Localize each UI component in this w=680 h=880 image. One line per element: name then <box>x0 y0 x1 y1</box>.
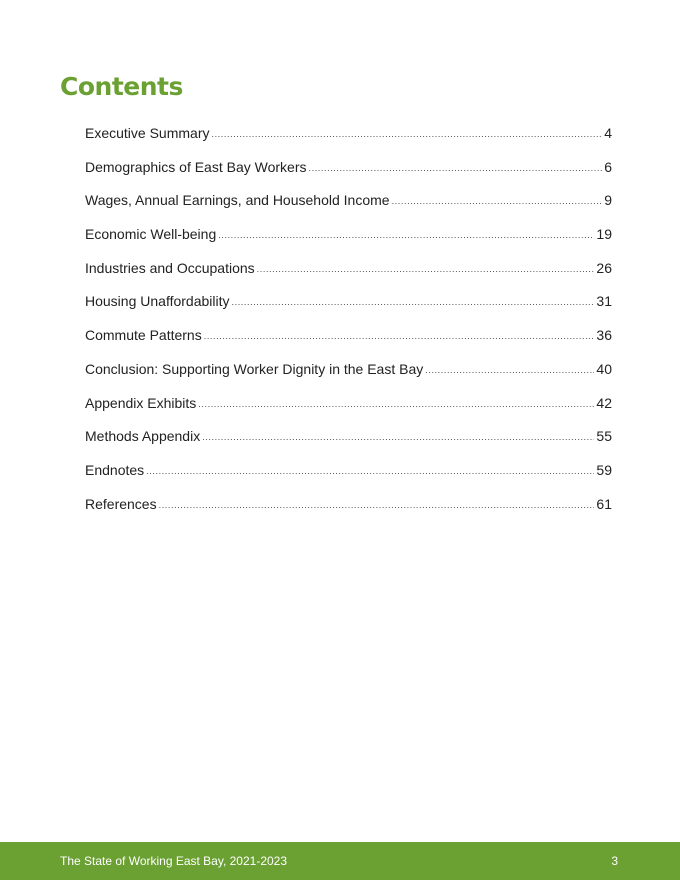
toc-entry[interactable] <box>85 293 612 327</box>
toc-entry-page: 19 <box>596 226 612 243</box>
toc-dot-leader <box>218 230 594 240</box>
toc-dot-leader <box>146 466 594 476</box>
toc-dot-leader <box>202 432 594 442</box>
toc-entry[interactable] <box>85 496 612 530</box>
toc-entry-label: Industries and Occupations <box>85 259 255 276</box>
toc-entry-page: 55 <box>596 428 612 445</box>
toc-entry-label: Executive Summary <box>85 125 210 141</box>
toc-entry-label: Methods Appendix <box>85 428 201 445</box>
toc-dot-leader <box>232 297 595 307</box>
toc-entry-page: 4 <box>604 125 612 141</box>
table-of-contents <box>85 125 612 529</box>
toc-entry[interactable] <box>85 462 612 496</box>
toc-entry[interactable] <box>85 260 612 294</box>
toc-entry-page: 61 <box>596 495 612 512</box>
toc-entry-page: 40 <box>596 360 612 377</box>
toc-dot-leader <box>204 331 595 341</box>
toc-dot-leader <box>198 399 594 409</box>
page-title: Contents <box>60 72 183 101</box>
toc-entry-page: 9 <box>604 192 612 209</box>
toc-entry-page: 42 <box>596 394 612 411</box>
toc-entry-label: Economic Well-being <box>85 226 217 243</box>
toc-entry[interactable] <box>85 428 612 462</box>
footer-document-title: The State of Working East Bay, 2021-2023 <box>60 854 288 868</box>
toc-entry[interactable] <box>85 395 612 429</box>
page-footer <box>0 842 680 880</box>
toc-entry-label: Demographics of East Bay Workers <box>85 158 307 175</box>
toc-entry[interactable] <box>85 125 612 159</box>
toc-entry-label: References <box>85 495 157 512</box>
toc-dot-leader <box>309 163 603 173</box>
toc-entry[interactable] <box>85 226 612 260</box>
toc-dot-leader <box>425 365 594 375</box>
toc-entry[interactable] <box>85 361 612 395</box>
toc-entry-page: 31 <box>596 293 612 310</box>
toc-entry-label: Conclusion: Supporting Worker Dignity in the East Bay <box>85 360 424 377</box>
toc-dot-leader <box>392 196 603 206</box>
toc-entry-page: 26 <box>596 259 612 276</box>
toc-entry-page: 6 <box>604 158 612 175</box>
toc-entry-label: Appendix Exhibits <box>85 394 197 411</box>
toc-entry-label: Commute Patterns <box>85 327 202 344</box>
toc-entry[interactable] <box>85 192 612 226</box>
toc-entry-page: 36 <box>596 327 612 344</box>
toc-dot-leader <box>257 264 595 274</box>
toc-dot-leader <box>159 500 595 510</box>
toc-entry[interactable] <box>85 327 612 361</box>
toc-dot-leader <box>211 129 602 139</box>
toc-entry-page: 59 <box>596 461 612 478</box>
toc-entry-label: Endnotes <box>85 461 145 478</box>
toc-entry-label: Wages, Annual Earnings, and Household Income <box>85 192 390 209</box>
toc-entry[interactable] <box>85 159 612 193</box>
toc-entry-label: Housing Unaffordability <box>85 293 230 310</box>
footer-page-number: 3 <box>611 854 618 868</box>
